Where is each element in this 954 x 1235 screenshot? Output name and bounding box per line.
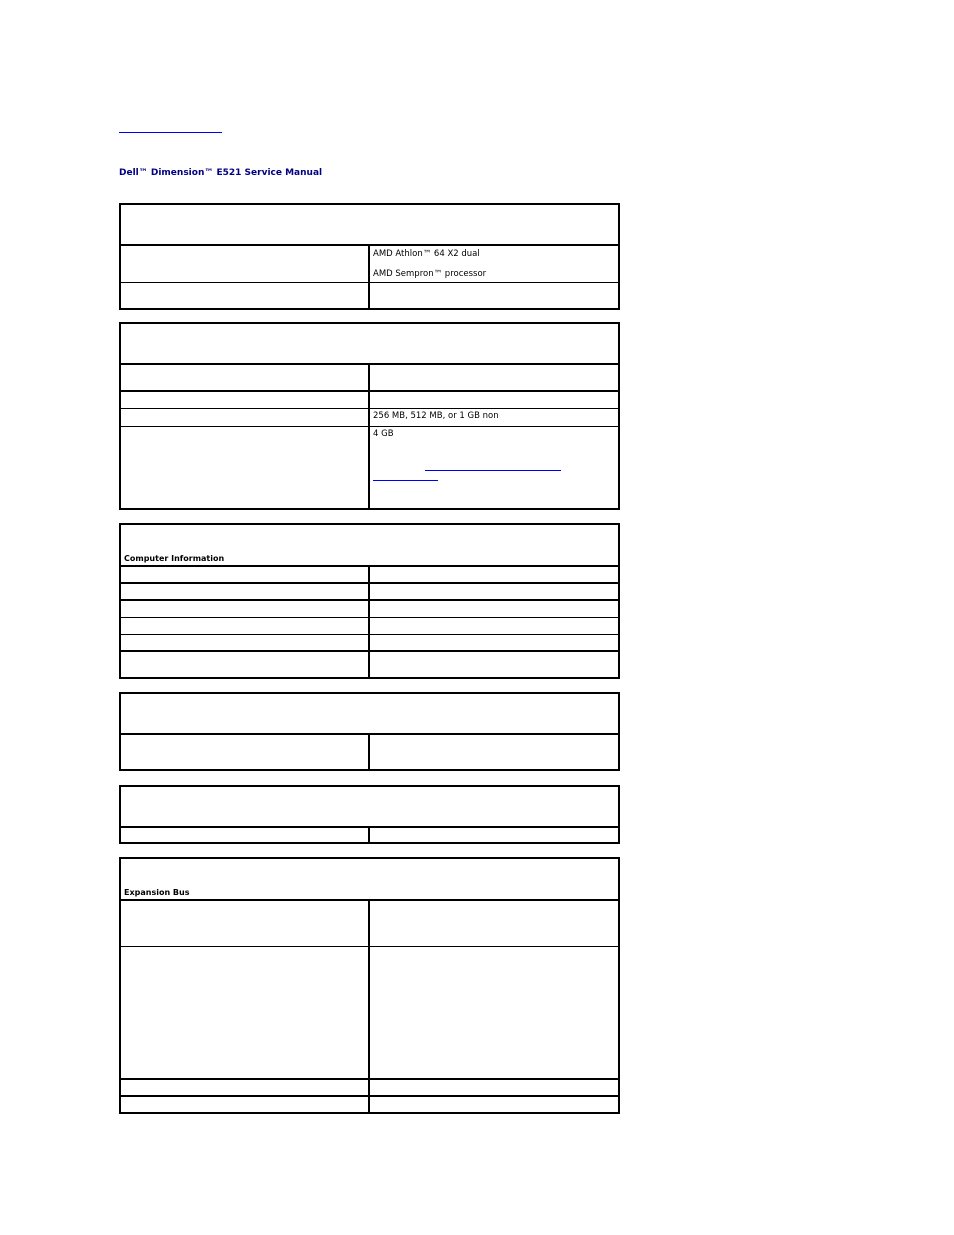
- memory-size-value: 256 MB, 512 MB, or 1 GB non: [373, 411, 499, 421]
- manual-title: Dell™ Dimension™ E521 Service Manual: [119, 168, 323, 178]
- expansion-bus-table: [119, 857, 620, 1157]
- table-row: [121, 828, 618, 842]
- memory-table: [119, 322, 620, 510]
- memory-max-value: 4 GB: [373, 429, 394, 439]
- table-row: [121, 427, 618, 508]
- table-header: [121, 205, 618, 246]
- computer-information-table: [119, 523, 620, 679]
- table-row: [121, 1080, 618, 1097]
- computer-information-heading: Computer Information: [124, 554, 225, 563]
- table-cell-label: [121, 409, 370, 426]
- table-row: [121, 652, 618, 677]
- table-row: [121, 246, 618, 283]
- table-header: [121, 694, 618, 735]
- table-row: [121, 635, 618, 652]
- table-cell-value: [370, 283, 618, 308]
- table-cell-label: [121, 246, 370, 282]
- table-row: [121, 567, 618, 584]
- table-row: [121, 901, 618, 947]
- table-row: [121, 392, 618, 409]
- table-cell-value: [370, 392, 618, 408]
- table-cell-label: [121, 365, 370, 390]
- spec-table-4: [119, 692, 620, 771]
- table-row: [121, 1097, 618, 1114]
- table-row: [121, 735, 618, 769]
- page-bottom-whitespace: [0, 1114, 954, 1235]
- table-cell-value: [370, 365, 618, 390]
- table-row: [121, 283, 618, 308]
- top-of-page-link[interactable]: [119, 122, 222, 133]
- table-header: [121, 324, 618, 365]
- table-cell-label: [121, 283, 370, 308]
- processor-type-1: AMD Athlon™ 64 X2 dual: [373, 249, 480, 259]
- table-header: [121, 859, 618, 901]
- table-cell-value: [370, 246, 618, 282]
- expansion-bus-heading: Expansion Bus: [124, 888, 190, 897]
- processor-type-2: AMD Sempron™ processor: [373, 269, 487, 279]
- table-cell-label: [121, 427, 370, 508]
- table-row: [121, 409, 618, 427]
- table-cell-value: [370, 427, 618, 508]
- spec-table-5: [119, 785, 620, 844]
- memory-info-link[interactable]: [373, 469, 615, 489]
- table-row: [121, 601, 618, 618]
- table-cell-label: [121, 392, 370, 408]
- processor-table: [119, 203, 620, 310]
- table-row: [121, 365, 618, 392]
- table-row: [121, 618, 618, 635]
- table-row: [121, 947, 618, 1080]
- table-header: [121, 787, 618, 828]
- table-header: [121, 525, 618, 567]
- table-row: [121, 584, 618, 601]
